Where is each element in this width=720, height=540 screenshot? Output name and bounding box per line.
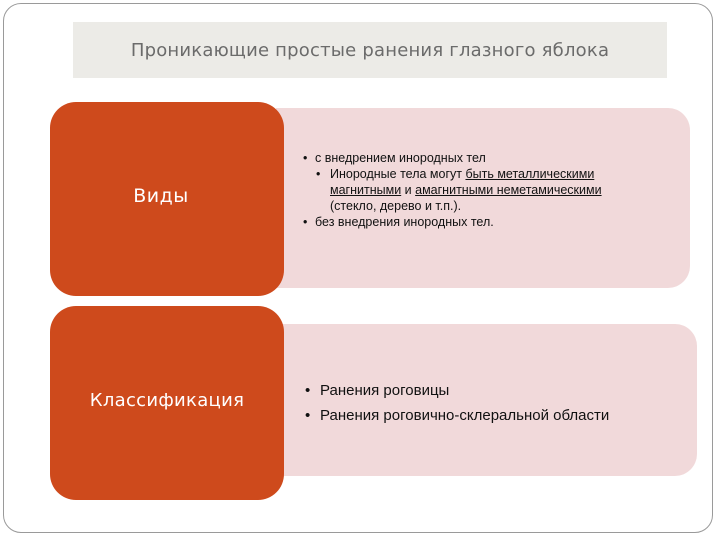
sub-list-item xyxy=(303,166,673,182)
sub-list-item-continued xyxy=(303,182,673,198)
sub-item-underlined-text: магнитными xyxy=(330,183,402,197)
list-item-text: без внедрения инородных тел. xyxy=(315,215,494,229)
list-item-text: с внедрением инородных тел xyxy=(315,151,486,165)
list-item xyxy=(303,150,673,166)
types-label-box xyxy=(50,102,284,296)
sub-item-underlined-text: быть металлическими xyxy=(465,167,595,181)
sub-list-item-continued xyxy=(303,198,673,214)
list-item xyxy=(305,403,685,428)
sub-item-text: и xyxy=(401,183,416,197)
classification-label-box xyxy=(50,306,284,500)
title-bar xyxy=(73,22,667,78)
slide-title: Проникающие простые ранения глазного яблока xyxy=(130,39,610,61)
sub-item-text: (стекло, дерево и т.п.). xyxy=(330,199,462,213)
sub-item-underlined-text: амагнитными неметамическими xyxy=(415,183,602,197)
list-item xyxy=(305,378,685,403)
classification-list xyxy=(305,378,685,428)
types-list xyxy=(303,150,673,230)
list-item-text: Ранения роговично-склеральной области xyxy=(320,407,610,424)
classification-label: Классификация xyxy=(89,389,245,411)
bullet-icon: • xyxy=(305,382,311,399)
bullet-icon: • xyxy=(305,407,311,424)
list-item xyxy=(303,214,673,230)
bullet-icon: • xyxy=(316,167,321,181)
types-label: Виды xyxy=(133,185,189,207)
bullet-icon: • xyxy=(303,151,308,165)
sub-item-text: Инородные тела могут xyxy=(330,167,466,181)
bullet-icon: • xyxy=(303,215,308,229)
list-item-text: Ранения роговицы xyxy=(320,382,450,399)
